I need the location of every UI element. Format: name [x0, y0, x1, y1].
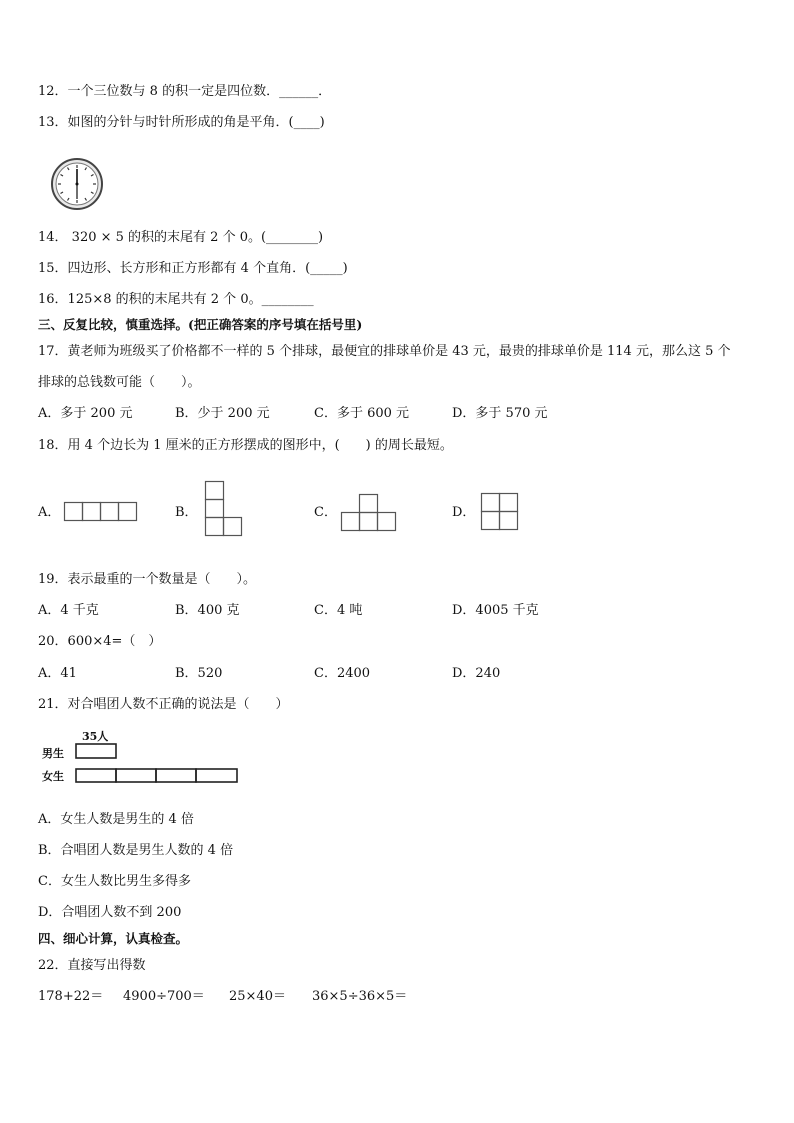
q19-option-a: A．4 千克 [38, 603, 99, 618]
question-12: 12．一个三位数与 8 的积一定是四位数．______． [38, 84, 332, 99]
q21-option-d: D．合唱团人数不到 200 [38, 905, 182, 920]
section-3-heading: 三、反复比较，慎重选择。(把正确答案的序号填在括号里) [38, 317, 363, 332]
q18-figure-d [481, 493, 521, 533]
clock-figure [50, 157, 104, 211]
q18-label-c: C． [314, 505, 337, 520]
q17-option-c: C．多于 600 元 [314, 406, 410, 421]
q18-label-b: B． [175, 505, 198, 520]
question-20: 20．600×4=（ ） [38, 634, 162, 649]
q19-option-d: D．4005 千克 [452, 603, 539, 618]
q22-item-1: 178+22＝ [38, 989, 104, 1004]
q17-option-a: A．多于 200 元 [38, 406, 133, 421]
q18-figure-a [64, 502, 139, 522]
q18-label-a: A． [38, 505, 61, 520]
question-19: 19．表示最重的一个数量是（ ）。 [38, 572, 257, 587]
question-15: 15．四边形、长方形和正方形都有 4 个直角．(_____) [38, 261, 348, 276]
question-17-line-2: 排球的总钱数可能（ ）。 [38, 375, 201, 390]
q18-label-d: D． [452, 505, 476, 520]
question-21: 21．对合唱团人数不正确的说法是（ ） [38, 697, 289, 712]
q21-option-b: B．合唱团人数是男生人数的 4 倍 [38, 843, 234, 858]
q22-item-3: 25×40＝ [229, 989, 286, 1004]
q20-option-a: A．41 [38, 666, 77, 681]
q21-girls-bar-3 [156, 769, 196, 782]
q20-option-d: D．240 [452, 666, 501, 681]
q21-girls-bar-2 [116, 769, 156, 782]
question-18: 18．用 4 个边长为 1 厘米的正方形摆成的图形中，( ) 的周长最短。 [38, 438, 453, 453]
q20-option-c: C．2400 [314, 666, 371, 681]
question-22: 22．直接写出得数 [38, 958, 146, 973]
q21-option-c: C．女生人数比男生多得多 [38, 874, 191, 889]
q22-item-4: 36×5÷36×5＝ [312, 989, 408, 1004]
q22-item-2: 4900÷700＝ [123, 989, 205, 1004]
q18-figure-c [341, 494, 401, 534]
q21-girls-bar-1 [76, 769, 116, 782]
section-4-heading: 四、细心计算，认真检查。 [38, 931, 189, 946]
q21-boys-label: 男生 [42, 747, 64, 760]
question-14: 14． 320 × 5 的积的末尾有 2 个 0。(________) [38, 230, 324, 245]
q17-option-b: B．少于 200 元 [175, 406, 270, 421]
q21-boys-count-label: 35人 [82, 730, 109, 743]
q21-girls-bar-4 [196, 769, 237, 782]
question-16: 16．125×8 的积的末尾共有 2 个 0。________ [38, 292, 314, 307]
q21-bar-figure [75, 743, 245, 785]
q19-option-c: C．4 吨 [314, 603, 363, 618]
q20-option-b: B．520 [175, 666, 223, 681]
question-13: 13．如图的分针与时针所形成的角是平角．(____) [38, 115, 325, 130]
q18-figure-b [205, 481, 245, 539]
q17-option-d: D．多于 570 元 [452, 406, 548, 421]
q21-option-a: A．女生人数是男生的 4 倍 [38, 812, 194, 827]
q21-boys-bar [76, 744, 116, 758]
q19-option-b: B．400 克 [175, 603, 240, 618]
question-17-line-1: 17．黄老师为班级买了价格都不一样的 5 个排球，最便宜的排球单价是 43 元，最贵的排球单价是 114 元，那么这 5 个 [38, 344, 731, 359]
q21-girls-label: 女生 [42, 770, 64, 783]
